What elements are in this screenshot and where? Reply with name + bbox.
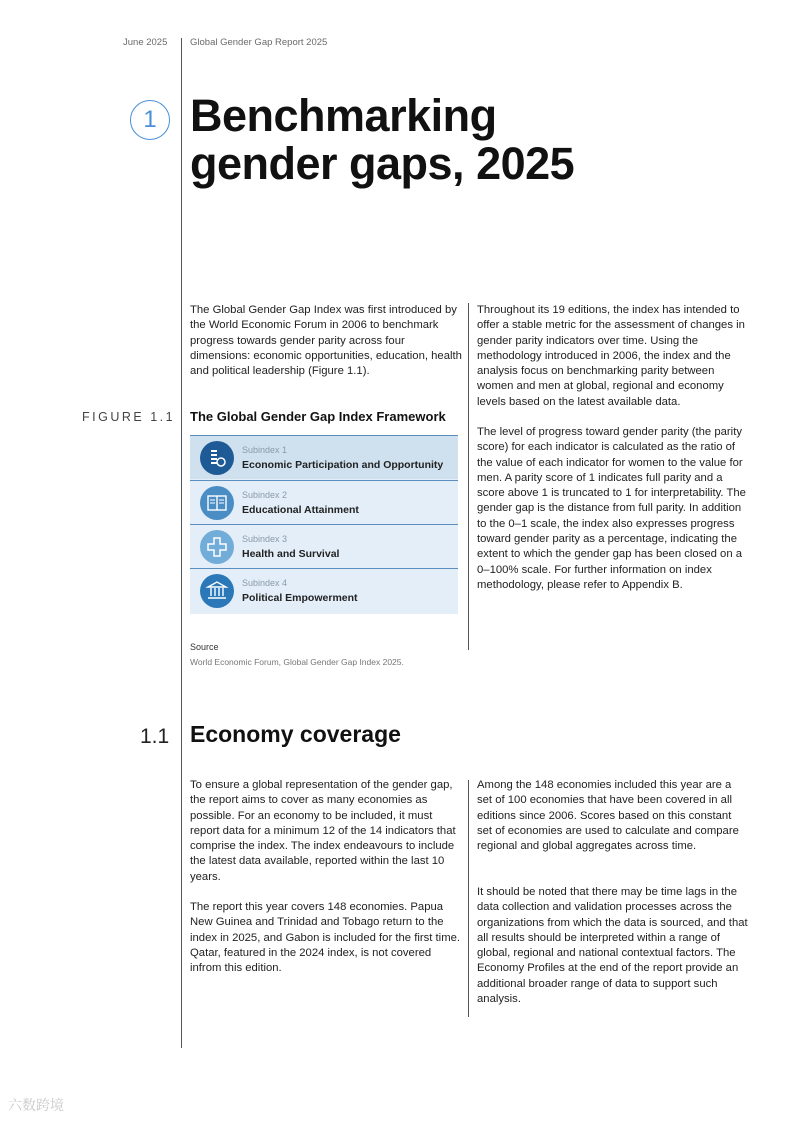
chapter-title-line1: Benchmarking bbox=[190, 90, 497, 141]
subindex-row bbox=[190, 480, 458, 524]
health-cross-icon bbox=[200, 530, 234, 564]
margin-rule bbox=[181, 38, 182, 1048]
column-divider-bottom bbox=[468, 780, 469, 1017]
economic-icon bbox=[200, 441, 234, 475]
figure-title: The Global Gender Gap Index Framework bbox=[190, 409, 446, 424]
section-right-paragraph-1: Among the 148 economies included this year are a set of 100 economies that have been covered in all editions since 2006. Scores based on this constant set of economies are used to calculate and compare regional and global aggregates across time. bbox=[477, 779, 739, 853]
figure-label: FIGURE 1.1 bbox=[82, 410, 176, 424]
subindex-row bbox=[190, 524, 458, 568]
chapter-title bbox=[190, 92, 710, 188]
column-divider-top bbox=[468, 303, 469, 650]
section-left-paragraph-1: To ensure a global representation of the gender gap, the report aims to cover as many economies as possible. For an economy to be included, it must report data for a minimum 12 of the 14 indicators that comprise the index. The index endeavours to include the latest data available, reported within the last 10 years. bbox=[190, 779, 456, 883]
source-label: Source bbox=[190, 642, 219, 652]
chapter-number-badge: 1 bbox=[130, 100, 170, 140]
subindex-label: Subindex 3 bbox=[242, 534, 288, 544]
section-number: 1.1 bbox=[140, 725, 170, 748]
chapter-title-line2: gender gaps, 2025 bbox=[190, 138, 575, 189]
framework-panel bbox=[190, 435, 458, 614]
subindex-label: Subindex 4 bbox=[242, 578, 288, 588]
subindex-name: Economic Participation and Opportunity bbox=[242, 459, 444, 471]
subindex-label: Subindex 1 bbox=[242, 445, 288, 455]
subindex-name: Health and Survival bbox=[242, 548, 340, 560]
subindex-row bbox=[190, 568, 458, 612]
section-title: Economy coverage bbox=[190, 721, 401, 747]
intro-left-paragraph: The Global Gender Gap Index was first introduced by the World Economic Forum in 2006 to benchmark progress towards gender parity across four dimensions: economic opportunities, education, health and political leadership (Figure 1.1). bbox=[190, 304, 462, 378]
subindex-row bbox=[190, 435, 458, 479]
header-report-title: Global Gender Gap Report 2025 bbox=[190, 37, 328, 48]
intro-right-paragraph-2: The level of progress toward gender parity (the parity score) for each indicator is calculated as the ratio of the value of each indicator for women to the value for men. A parity score of 1 indicates full parity and a score above 1 is truncated to 1 for interpretability. The gender gap is the distance from full parity. In addition to the 0–1 scale, the index also expresses progress toward gender parity as a percentage, indicating the extent to which the gender gap has been closed on a 0–100% scale. For further information on index methodology, please refer to Appendix B. bbox=[477, 426, 746, 591]
source-text: World Economic Forum, Global Gender Gap Index 2025. bbox=[190, 657, 404, 667]
subindex-label: Subindex 2 bbox=[242, 490, 288, 500]
government-building-icon bbox=[200, 574, 234, 608]
subindex-name: Educational Attainment bbox=[242, 504, 359, 516]
section-left-paragraph-2: The report this year covers 148 economies. Papua New Guinea and Trinidad and Tobago return to the index in 2025, and Gabon is included for the first time. Qatar, featured in the 2024 index, is not covered infrom this edition. bbox=[190, 901, 461, 975]
section-right-paragraph-2: It should be noted that there may be time lags in the data collection and validation processes across the organizations from which the data is sourced, and that all results should be interpreted within a range of global, regional and national contextual factors. The Economy Profiles at the end of the report provide an additional broader range of data to support such analysis. bbox=[477, 886, 748, 1006]
header-date: June 2025 bbox=[123, 37, 168, 48]
watermark: 六数跨境 bbox=[8, 1097, 64, 1113]
intro-right-paragraph-1: Throughout its 19 editions, the index has intended to offer a stable metric for the assessment of changes in gender parity indicators over time. Using the methodology introduced in 2006, the index and the analysis focus on benchmarking parity between women and men at global, regional and economy levels based on the latest available data. bbox=[477, 304, 745, 408]
book-icon bbox=[200, 486, 234, 520]
subindex-name: Political Empowerment bbox=[242, 592, 358, 604]
